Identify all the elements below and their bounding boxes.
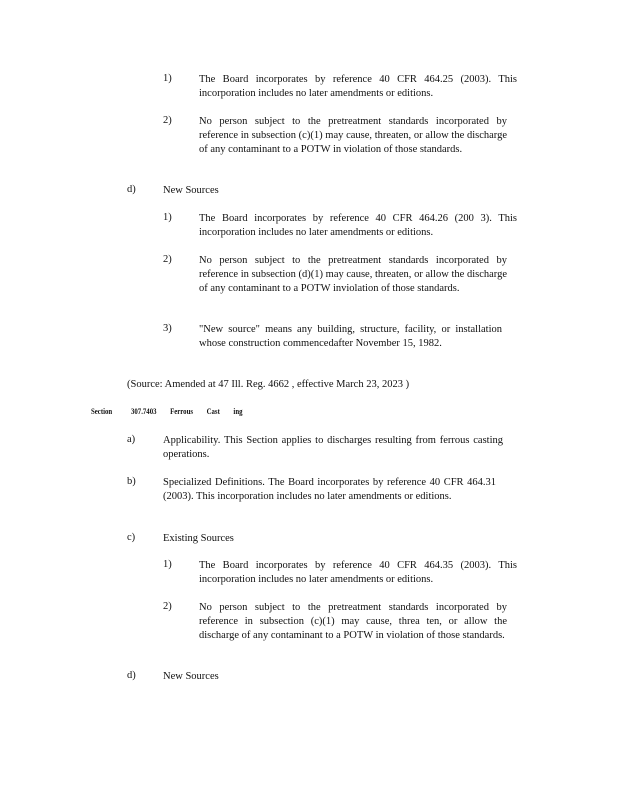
- subsection-letter: d): [127, 184, 136, 195]
- section-label: Section: [91, 407, 113, 416]
- item-number: 2): [163, 601, 172, 612]
- subsection-heading: New Sources: [163, 671, 219, 682]
- item-number: 2): [163, 254, 172, 265]
- subsection-letter: a): [127, 434, 136, 445]
- item-number: 2): [163, 115, 172, 126]
- item-number: 1): [163, 212, 172, 223]
- item-number: 1): [163, 559, 172, 570]
- item-number: 3): [163, 323, 172, 334]
- paragraph: No person subject to the pretreatment standards incorporated by reference in subsection (d)(1) may cause, threaten, or allow the discharge of any contaminant to a POTW inviolation of those standards.: [199, 255, 507, 294]
- subsection-heading: New Sources: [163, 185, 219, 196]
- paragraph: "New source" means any building, structure, facility, or installation whose construction commencedafter November 15, 1982.: [199, 324, 502, 349]
- source-note: (Source: Amended at 47 Ill. Reg. 4662 , effective March 23, 2023 ): [127, 379, 410, 390]
- section-title: 307.7403 Ferrous Cast ing: [131, 407, 243, 416]
- paragraph: The Board incorporates by reference 40 CFR 464.25 (2003). This incorporation includes no later amendments or editions.: [199, 74, 517, 99]
- subsection-letter: c): [127, 532, 136, 543]
- paragraph: No person subject to the pretreatment standards incorporated by reference in subsection (c)(1) may cause, threa ten, or allow the discharge of any contaminant to a POTW in violation of those standards.: [199, 602, 507, 641]
- paragraph: Applicability. This Section applies to discharges resulting from ferrous casting operations.: [163, 435, 503, 460]
- subsection-letter: b): [127, 476, 136, 487]
- paragraph: The Board incorporates by reference 40 CFR 464.35 (2003). This incorporation includes no later amendments or editions.: [199, 560, 517, 585]
- paragraph: Specialized Definitions. The Board incorporates by reference 40 CFR 464.31 (2003). This incorporation includes no later amendments or editions.: [163, 477, 496, 502]
- paragraph: No person subject to the pretreatment standards incorporated by reference in subsection (c)(1) may cause, threaten, or allow the discharge of any contaminant to a POTW in violation of those standards.: [199, 116, 507, 155]
- item-number: 1): [163, 73, 172, 84]
- subsection-heading: Existing Sources: [163, 533, 234, 544]
- paragraph: The Board incorporates by reference 40 CFR 464.26 (200 3). This incorporation includes no later amendments or editions.: [199, 213, 517, 238]
- subsection-letter: d): [127, 670, 136, 681]
